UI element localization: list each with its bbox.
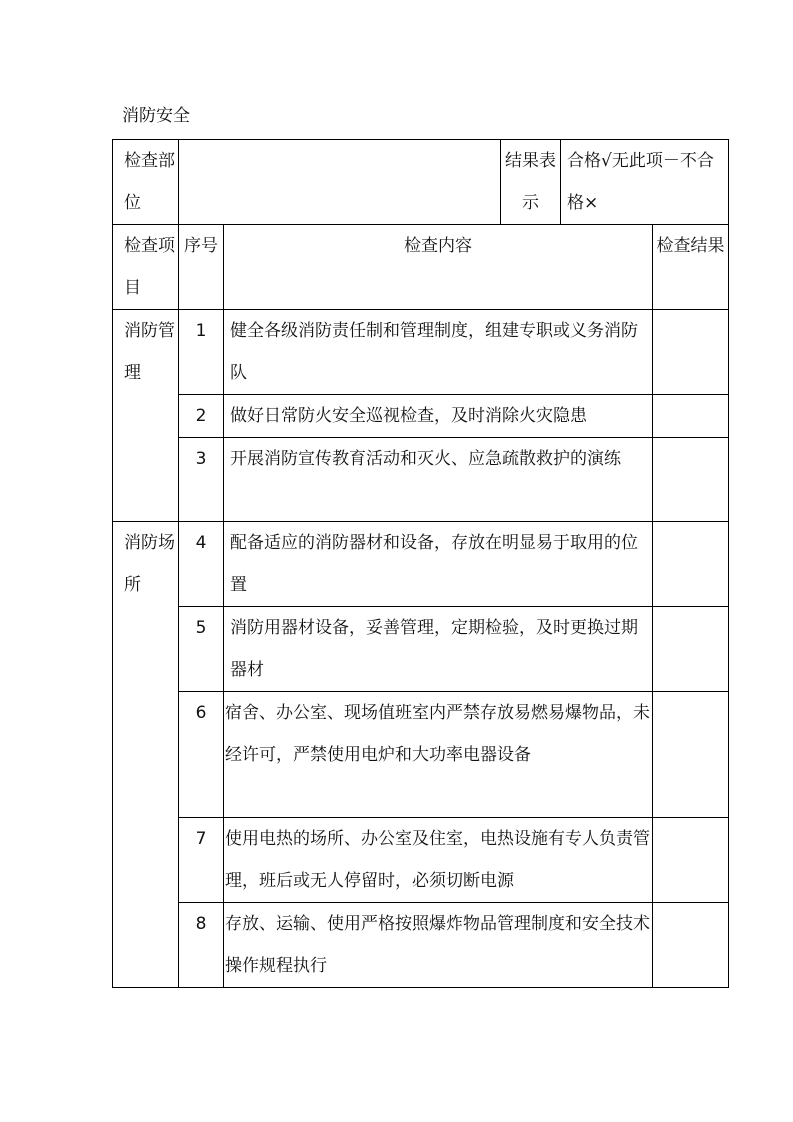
location-value[interactable] [179,140,501,225]
row-content: 做好日常防火安全巡视检查，及时消除火灾隐患 [224,395,653,438]
row-seq: 5 [179,607,224,692]
row-content: 开展消防宣传教育活动和灭火、应急疏散救护的演练 [224,438,653,522]
row-content: 使用电热的场所、办公室及住室，电热设施有专人负责管理，班后或无人停留时，必须切断电源 [224,818,653,903]
row-result-cell[interactable] [653,903,729,988]
row-seq: 8 [179,903,224,988]
table-row [113,522,729,607]
page-title: 消防安全 [122,106,190,126]
row-content: 配备适应的消防器材和设备，存放在明显易于取用的位置 [224,522,653,607]
col-seq-header: 序号 [179,225,224,310]
row-result-cell[interactable] [653,692,729,818]
row-result-cell[interactable] [653,818,729,903]
result-label: 结果表示 [501,140,561,225]
col-result-header: 检查结果 [653,225,729,310]
row-result-cell[interactable] [653,310,729,395]
column-header-row [113,225,729,310]
row-content: 宿舍、办公室、现场值班室内严禁存放易燃易爆物品，未经许可，严禁使用电炉和大功率电器设备 [224,692,653,818]
row-content: 健全各级消防责任制和管理制度，组建专职或义务消防队 [224,310,653,395]
table-row [113,692,729,818]
row-seq: 7 [179,818,224,903]
table-row [113,310,729,395]
location-label: 检查部位 [113,140,179,225]
row-seq: 4 [179,522,224,607]
row-result-cell[interactable] [653,438,729,522]
row-result-cell[interactable] [653,395,729,438]
inspection-table [112,139,729,988]
group-label: 消防管理 [113,310,179,522]
row-seq: 1 [179,310,224,395]
row-content: 存放、运输、使用严格按照爆炸物品管理制度和安全技术操作规程执行 [224,903,653,988]
result-legend: 合格√无此项－不合格× [561,140,729,225]
table-row [113,438,729,522]
row-seq: 3 [179,438,224,522]
row-result-cell[interactable] [653,607,729,692]
col-content-header: 检查内容 [224,225,653,310]
table-row [113,607,729,692]
col-item-header: 检查项目 [113,225,179,310]
row-seq: 6 [179,692,224,818]
header-row [113,140,729,225]
table-row [113,818,729,903]
table-row [113,395,729,438]
row-seq: 2 [179,395,224,438]
row-content: 消防用器材设备，妥善管理，定期检验，及时更换过期器材 [224,607,653,692]
row-result-cell[interactable] [653,522,729,607]
table-row [113,903,729,988]
group-label: 消防场所 [113,522,179,988]
